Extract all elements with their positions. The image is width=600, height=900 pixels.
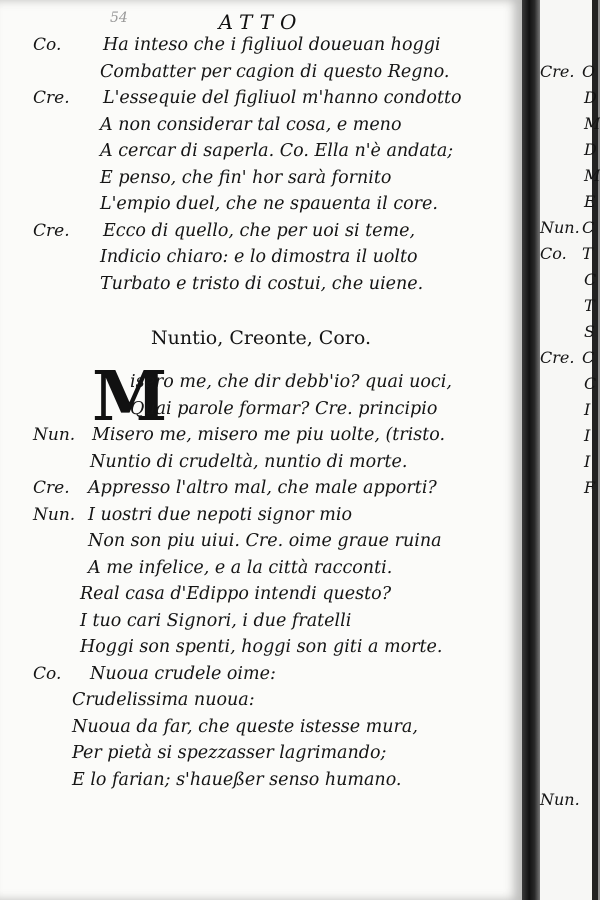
verse-line: L'essequie del figliuol m'hanno condotto: [103, 88, 462, 108]
speaker-label: Co.: [33, 35, 62, 55]
verse-fragment: O: [582, 62, 596, 81]
verse-line: Nuoua crudele oime:: [90, 663, 276, 684]
verse-fragment: S: [584, 322, 595, 341]
verse-line: A me infelice, e a la città racconti.: [88, 557, 393, 578]
verse-line: Per pietà si spezzasser lagrimando;: [72, 743, 387, 763]
speaker-label: Co.: [540, 244, 567, 263]
verse-fragment: I: [584, 452, 591, 471]
speaker-label: Nun.: [540, 790, 580, 809]
verse-line: E penso, che fin' hor sarà fornito: [100, 167, 392, 188]
page-number: 54: [110, 10, 128, 26]
verse-line: I tuo cari Signori, i due fratelli: [80, 610, 352, 631]
verse-fragment: D: [584, 88, 597, 107]
verse-line: Ha inteso che i figliuol doueuan hoggi: [103, 35, 441, 55]
verse-line: Nuntio di crudeltà, nuntio di morte.: [90, 451, 408, 472]
verse-line: Quai parole formar? Cre. principio: [130, 398, 438, 419]
verse-line: Non son piu uiui. Cre. oime graue ruina: [88, 531, 442, 551]
verse-line: Real casa d'Edippo intendi questo?: [80, 584, 392, 604]
verse-line: Turbato e tristo di costui, che uiene.: [100, 273, 424, 294]
verse-line: Misero me, misero me piu uolte, (tristo.: [92, 425, 446, 445]
verse-line: I uostri due nepoti signor mio: [88, 504, 353, 525]
verse-fragment: D: [584, 140, 597, 159]
speaker-label: Cre.: [33, 220, 70, 241]
right-page: [540, 0, 598, 900]
verse-fragment: F: [584, 478, 596, 497]
running-head: ATTO: [218, 10, 304, 34]
speaker-label: Cre.: [540, 62, 575, 81]
verse-line: A cercar di saperla. Co. Ella n'è andata;: [100, 141, 454, 161]
book-gutter: [522, 0, 540, 900]
verse-fragment: C: [582, 218, 595, 237]
speaker-label: Cre.: [33, 88, 70, 108]
speaker-label: Cre.: [33, 478, 70, 498]
speaker-label: Nun.: [33, 504, 76, 525]
speaker-label: Co.: [33, 663, 62, 684]
verse-fragment: M: [584, 166, 600, 185]
verse-line: Combatter per cagion di questo Regno.: [100, 61, 450, 82]
verse-line: isero me, che dir debb'io? quai uoci,: [130, 372, 452, 392]
drop-cap: M: [92, 357, 168, 437]
verse-line: Hoggi son spenti, hoggi son giti a morte.: [80, 637, 443, 657]
verse-fragment: M: [584, 114, 600, 133]
verse-fragment: E: [584, 192, 596, 211]
verse-fragment: C: [584, 270, 597, 289]
verse-fragment: I: [584, 426, 591, 445]
verse-line: Nuoua da far, che queste istesse mura,: [72, 716, 418, 737]
verse-fragment: C: [584, 374, 597, 393]
speaker-label: Nun.: [540, 218, 580, 237]
verse-line: Ecco di quello, che per uoi si teme,: [103, 220, 416, 241]
verse-line: A non considerar tal cosa, e meno: [100, 114, 402, 135]
verse-line: Appresso l'altro mal, che male apporti?: [88, 478, 437, 498]
verse-fragment: I: [584, 400, 591, 419]
verse-line: E lo farian; s'haueßer senso humano.: [72, 769, 402, 790]
verse-line: L'empio duel, che ne spauenta il core.: [100, 194, 438, 214]
speaker-label: Nun.: [33, 425, 76, 445]
speaker-label: Cre.: [540, 348, 575, 367]
verse-fragment: T: [584, 296, 595, 315]
scene-heading: Nuntio, Creonte, Coro.: [150, 327, 372, 349]
verse-line: Crudelissima nuoua:: [72, 690, 255, 710]
verse-fragment: T: [582, 244, 593, 263]
verse-line: Indicio chiaro: e lo dimostra il uolto: [100, 247, 418, 267]
page-edge-shadow: [592, 0, 598, 900]
verse-fragment: C: [582, 348, 595, 367]
